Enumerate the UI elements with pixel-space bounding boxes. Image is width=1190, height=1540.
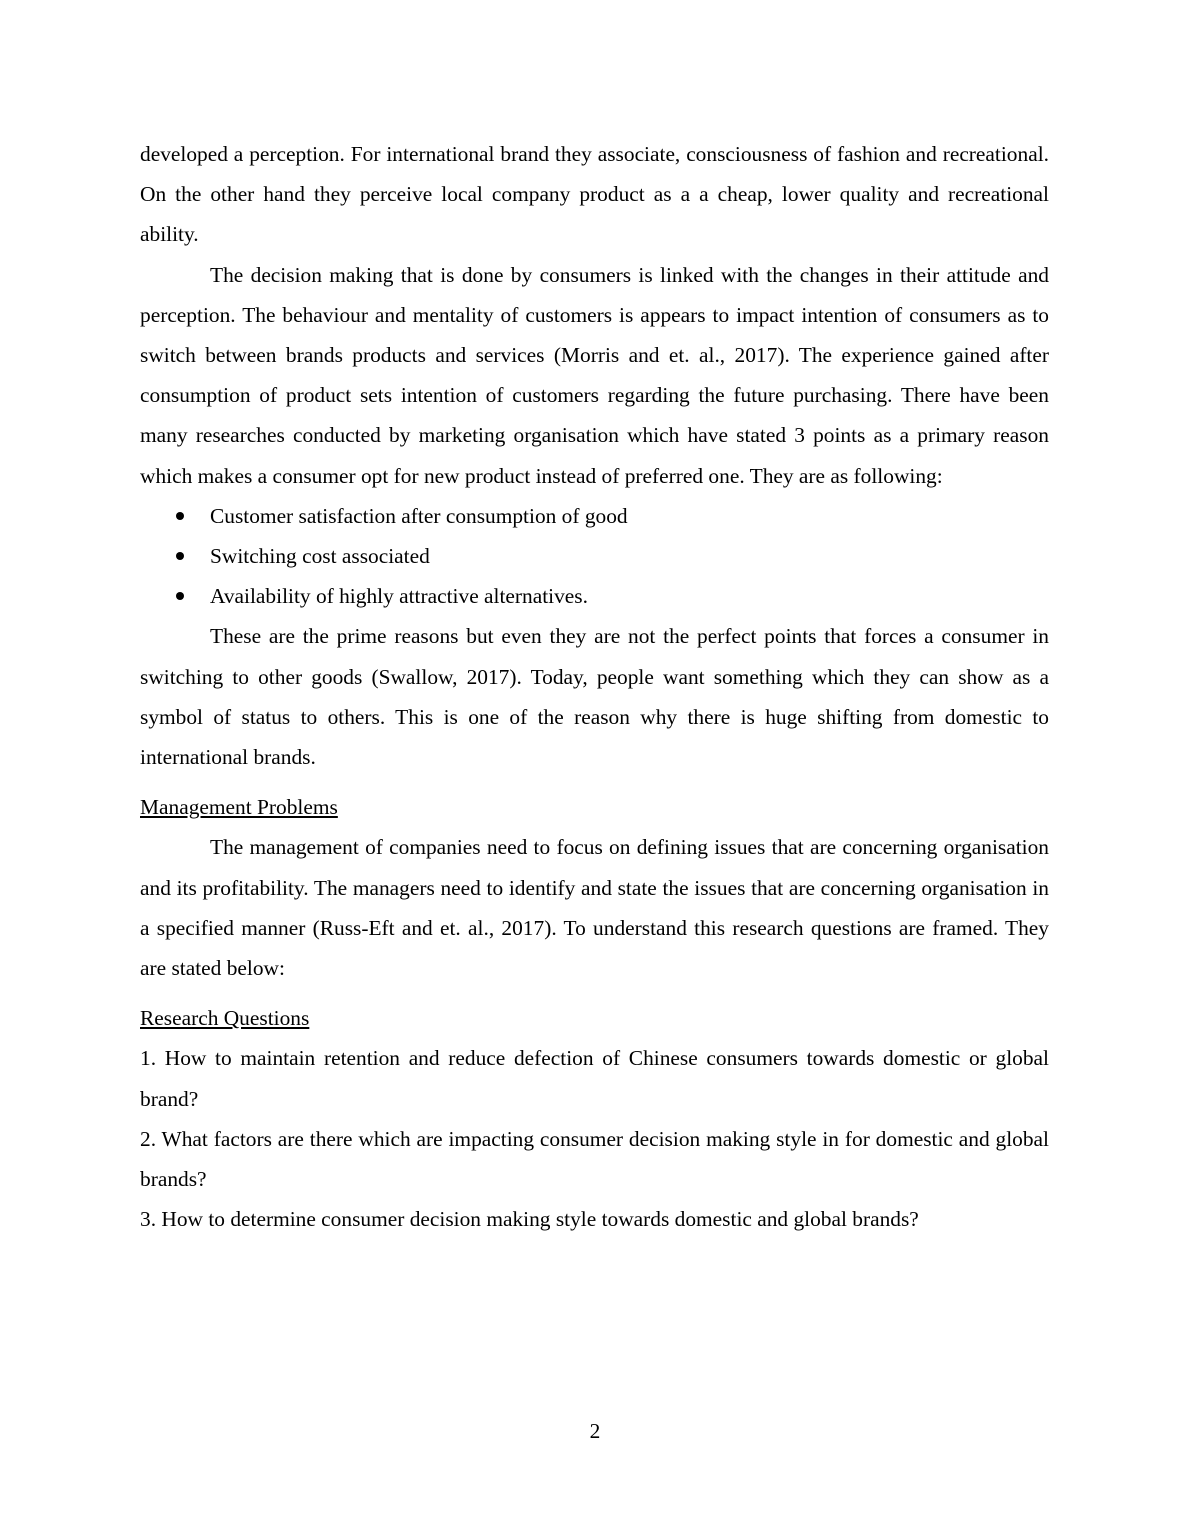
paragraph-decision-making: The decision making that is done by consumers is linked with the changes in their attitude and perception. The behaviour and mentality of customers is appears to impact intention of consumers as to switch between brands products and services (Morris and et. al., 2017). The experience gained after consumption of product sets intention of customers regarding the future purchasing. There have been many researches conducted by marketing organisation which have stated 3 points as a primary reason which makes a consumer opt for new product instead of preferred one. They are as following: [140,262,1049,488]
paragraph-prime-reasons: These are the prime reasons but even they are not the perfect points that forces a consumer in switching to other goods (Swallow, 2017). Today, people want something which they can show as a symbol of status to others. This is one of the reason why there is huge shifting from domestic to international brands. [140,624,1049,769]
paragraph-perception: developed a perception. For international brand they associate, consciousness of fashion and recreational. On the other hand they perceive local company product as a a cheap, lower quality and recreational ability. [140,142,1049,247]
list-item [140,576,1049,616]
reasons-bullet-list [140,496,1049,617]
research-question-2: 2. What factors are there which are impacting consumer decision making style in for domestic and global brands? [140,1126,1049,1192]
bullet-icon [176,552,184,560]
bullet-icon [176,592,184,600]
bullet-icon [176,512,184,520]
research-question-1: 1. How to maintain retention and reduce defection of Chinese consumers towards domestic or global brand? [140,1046,1049,1111]
bullet-text: Availability of highly attractive alternatives. [210,584,588,609]
bullet-text: Switching cost associated [210,544,430,569]
list-item [140,496,1049,536]
management-problems-heading: Management Problems [140,795,338,820]
research-questions-heading: Research Questions [140,1006,310,1031]
page-number: 2 [589,1419,601,1443]
research-question-3: 3. How to determine consumer decision making style towards domestic and global brands? [140,1207,919,1232]
list-item [140,536,1049,576]
paragraph-management: The management of companies need to focus on defining issues that are concerning organisation and its profitability. The managers need to identify and state the issues that are concerning organisation in a specified manner (Russ-Eft and et. al., 2017). To understand this research questions are framed. They are stated below: [140,835,1049,981]
document-body [140,134,1049,1239]
bullet-text: Customer satisfaction after consumption of good [210,503,628,528]
